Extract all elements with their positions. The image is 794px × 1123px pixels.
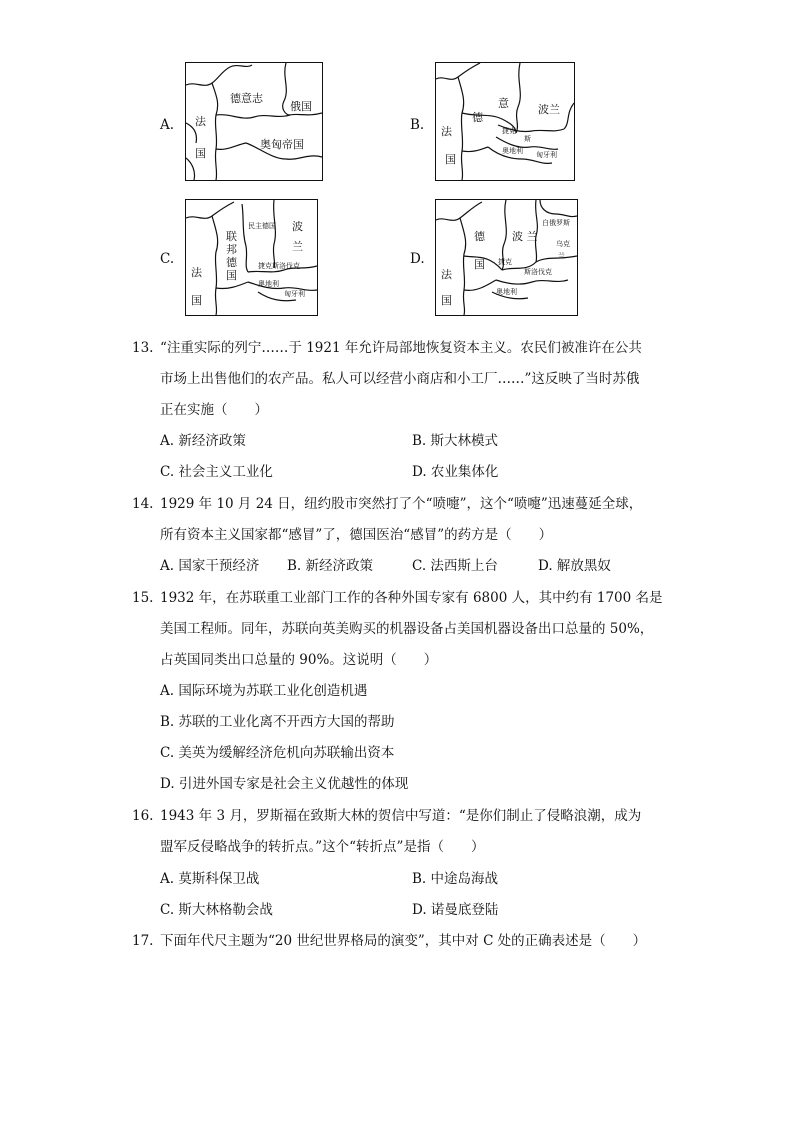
- map-c-gdr-label: 民主德国: [248, 222, 276, 230]
- question-13-option-a[interactable]: A. 新经济政策: [160, 433, 246, 449]
- question-13-option-b[interactable]: B. 斯大林模式: [412, 433, 499, 449]
- map-b-hungary-label: 匈牙利: [536, 151, 557, 159]
- map-option-a: [185, 62, 323, 181]
- map-d-poland-label: 波 兰: [512, 230, 538, 243]
- map-c-austria-label: 奥地利: [258, 280, 279, 288]
- map-c-frg-label-2: 邦: [226, 243, 237, 256]
- map-c-czechoslovakia-label: 捷克斯洛伐克: [258, 262, 300, 270]
- map-b-france-label-1: 法: [441, 125, 452, 138]
- question-15-option-d[interactable]: D. 引进外国专家是社会主义优越性的体现: [160, 776, 409, 792]
- map-c-frg-label-1: 联: [226, 230, 237, 243]
- map-d-czech-label: 捷克: [498, 258, 512, 266]
- question-15-option-c[interactable]: C. 美英为缓解经济危机向苏联输出资本: [160, 745, 395, 761]
- option-letter-b: B.: [410, 117, 425, 133]
- map-d-austria-label: 奥地利: [496, 288, 517, 296]
- option-letter-a: A.: [160, 117, 175, 133]
- question-13-option-c[interactable]: C. 社会主义工业化: [160, 464, 273, 480]
- question-17-line-1: 下面年代尺主题为“20 世纪世界格局的演变”，其中对 C 处的正确表述是（ ）: [160, 933, 647, 949]
- map-d-germany-label-2: 国: [474, 258, 485, 271]
- question-16-option-d[interactable]: D. 诺曼底登陆: [412, 902, 499, 918]
- question-14-option-c[interactable]: C. 法西斯上台: [412, 558, 498, 574]
- question-15-option-b[interactable]: B. 苏联的工业化离不开西方大国的帮助: [160, 714, 395, 730]
- question-15-option-a[interactable]: A. 国际环境为苏联工业化创造机遇: [160, 683, 368, 699]
- map-c-france-label-2: 国: [191, 294, 202, 307]
- option-letter-d: D.: [410, 251, 425, 267]
- map-d-slovakia-label: 斯洛伐克: [524, 268, 552, 276]
- map-b-czech-label: 捷克: [502, 127, 516, 135]
- map-d-ukraine-label-1: 乌克: [556, 240, 570, 248]
- map-a-germany-label: 德意志: [230, 92, 263, 105]
- map-option-b: [435, 62, 575, 181]
- map-b-austria-label: 奥地利: [502, 147, 523, 155]
- question-15-line-1: 1932 年，在苏联重工业部门工作的各种外国专家有 6800 人，其中约有 1700 名是: [160, 590, 663, 606]
- question-14-line-1: 1929 年 10 月 24 日，纽约股市突然打了个“喷嚏”，这个“喷嚏”迅速蔓延全球，: [160, 496, 643, 512]
- question-16-number: 16.: [132, 808, 154, 824]
- map-b-slovakia-label: 斯: [524, 135, 531, 143]
- map-a-austria-hungary-label: 奥匈帝国: [260, 138, 304, 151]
- question-14-option-a[interactable]: A. 国家干预经济: [160, 558, 260, 574]
- question-17-number: 17.: [132, 933, 154, 949]
- map-c-hungary-label: 匈牙利: [284, 290, 305, 298]
- map-d-ukraine-label-2: 兰: [558, 252, 565, 260]
- question-13-number: 13.: [132, 340, 154, 356]
- map-option-d: [435, 199, 578, 316]
- map-b-france-label-2: 国: [445, 153, 456, 166]
- question-14-number: 14.: [132, 496, 154, 512]
- map-d-france-label-2: 国: [441, 294, 452, 307]
- question-13-line-1: “注重实际的列宁……于 1921 年允许局部地恢复资本主义。农民们被准许在公共: [160, 340, 642, 356]
- question-15-number: 15.: [132, 590, 154, 606]
- map-option-c: [185, 199, 318, 316]
- question-16-option-c[interactable]: C. 斯大林格勒会战: [160, 902, 273, 918]
- question-13-option-d[interactable]: D. 农业集体化: [412, 464, 499, 480]
- map-b-italy-label: 意: [498, 97, 509, 110]
- map-d-belarus-label: 白俄罗斯: [542, 219, 570, 227]
- map-a-france-label-1: 法: [195, 115, 206, 128]
- map-a-france-label-2: 国: [195, 147, 206, 160]
- map-d-germany-label-1: 德: [474, 230, 485, 243]
- question-16-line-2: 盟军反侵略战争的转折点。”这个“转折点”是指（ ）: [160, 839, 485, 855]
- map-b-poland-label: 波兰: [538, 103, 560, 116]
- map-d-france-label-1: 法: [441, 268, 452, 281]
- option-letter-c: C.: [160, 251, 175, 267]
- map-c-france-label-1: 法: [191, 266, 202, 279]
- question-14-option-b[interactable]: B. 新经济政策: [287, 558, 374, 574]
- map-a-russia-label: 俄国: [290, 100, 312, 113]
- question-14-option-d[interactable]: D. 解放黑奴: [538, 558, 611, 574]
- question-14-line-2: 所有资本主义国家都“感冒”了，德国医治“感冒”的药方是（ ）: [160, 527, 553, 543]
- question-13-line-3: 正在实施（ ）: [160, 402, 268, 418]
- map-c-frg-label-3: 德: [226, 256, 237, 269]
- question-13-line-2: 市场上出售他们的农产品。私人可以经营小商店和小工厂……”这反映了当时苏俄: [160, 371, 640, 387]
- map-c-frg-label-4: 国: [226, 269, 237, 282]
- question-16-option-a[interactable]: A. 莫斯科保卫战: [160, 871, 260, 887]
- question-15-line-3: 占英国同类出口总量的 90%。这说明（ ）: [160, 652, 438, 668]
- map-c-poland-label-2: 兰: [292, 240, 303, 253]
- question-15-line-2: 美国工程师。同年，苏联向英美购买的机器设备占美国机器设备出口总量的 50%，: [160, 621, 654, 637]
- question-16-line-1: 1943 年 3 月，罗斯福在致斯大林的贺信中写道：“是你们制止了侵略浪潮，成为: [160, 808, 642, 824]
- map-b-germany-label: 德: [472, 111, 483, 124]
- question-16-option-b[interactable]: B. 中途岛海战: [412, 871, 499, 887]
- map-c-poland-label-1: 波: [292, 220, 303, 233]
